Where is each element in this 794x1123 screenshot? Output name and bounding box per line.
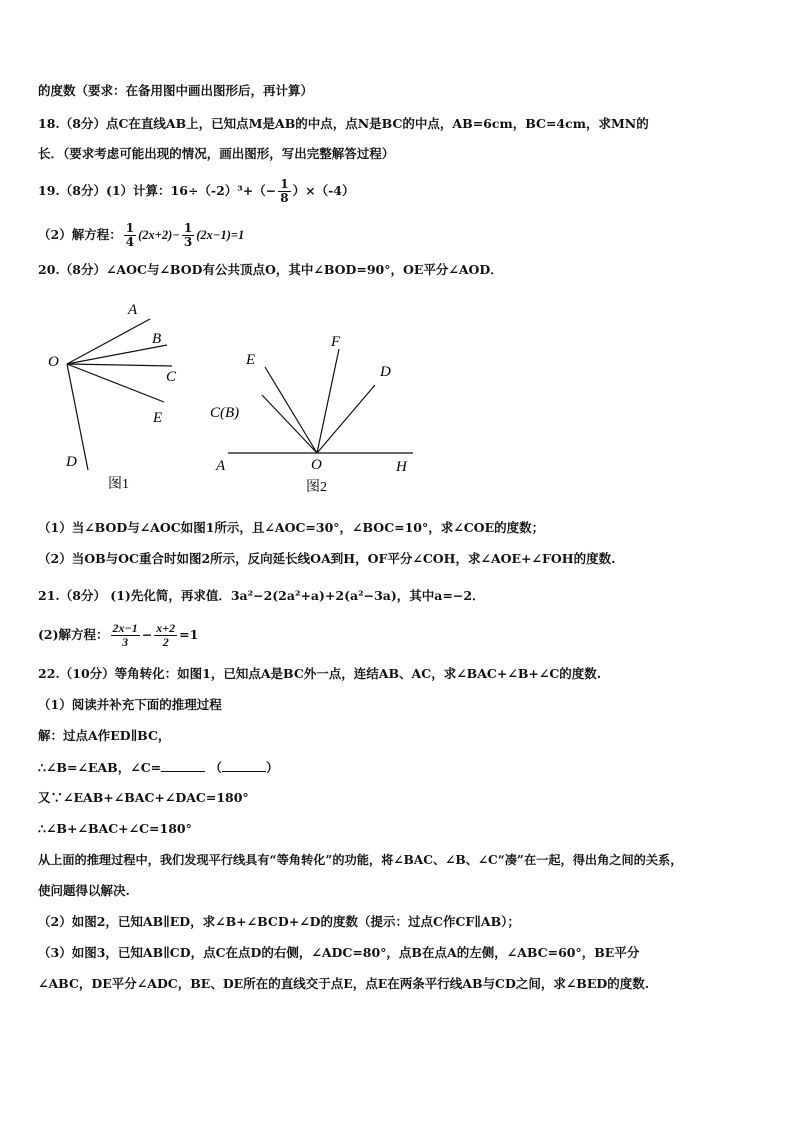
ray-oc	[67, 364, 172, 366]
question-21-part1: 21.（8分） (1)先化简，再求值．3a²−2(2a²+a)+2(a²−3a)，其中a=−2．	[38, 588, 485, 603]
question-22-paragraph2: 使问题得以解决.	[38, 883, 130, 898]
q19-1-fraction: $\frac{1}{8}$	[280, 177, 289, 205]
ray-of	[317, 349, 339, 453]
q22-step1-paren-open: （	[209, 760, 223, 775]
question-21-part2	[38, 622, 198, 649]
question-22-solution: 解：过点A作ED∥BC，	[38, 728, 171, 743]
q19-2-fraction-2: $\frac{1}{3}$	[183, 221, 193, 249]
fig2-label-e: E	[246, 352, 256, 368]
question-22-paragraph1: 从上面的推理过程中，我们发现平行线具有“等角转化”的功能，将∠BAC、∠B、∠C“凑”在一起，得出角之间的关系，	[38, 853, 683, 867]
q21-2-prefix: (2)解方程：	[38, 627, 109, 642]
fig1-label-b: B	[152, 331, 162, 347]
question-22-part1: （1）阅读并补充下面的推理过程	[38, 697, 222, 712]
question-22-part3-line1: （3）如图3，已知AB∥CD，点C在点D的右侧，∠ADC=80°，点B在点A的左侧，∠ABC=60°，BE平分	[38, 945, 640, 960]
ray-oa	[67, 319, 150, 364]
question-18-line1: 18.（8分）点C在直线AB上，已知点M是AB的中点，点N是BC的中点，AB=6cm，BC=4cm，求MN的	[38, 116, 649, 131]
question-22-step3: ∴∠B+∠BAC+∠C=180°	[38, 821, 192, 836]
q21-2-fraction-2: $\frac{x+2}{2}$	[156, 621, 176, 649]
ray-oe	[67, 364, 164, 402]
ray-ob	[67, 345, 167, 364]
q21-2-minus: −	[141, 627, 153, 642]
q22-step1-paren-close: ）	[266, 760, 279, 775]
fig2-label-o: O	[311, 457, 322, 473]
q19-1-prefix: 19.（8分）(1）计算：16÷（-2）³+（−	[38, 183, 277, 198]
fig1-label-e: E	[153, 410, 163, 426]
fig2-label-f: F	[331, 334, 341, 350]
q22-blank-1[interactable]	[161, 759, 205, 772]
question-22: 22.（10分）等角转化：如图1，已知点A是BC外一点，连结AB、AC，求∠BAC+∠B+∠C的度数.	[38, 666, 602, 681]
q22-step1-text: ∴∠B=∠EAB，∠C=	[38, 760, 162, 775]
line-q17-end: 的度数（要求：在备用图中画出图形后，再计算）	[38, 83, 314, 98]
question-20-part2: （2）当OB与OC重合时如图2所示，反向延长线OA到H，OF平分∠COH，求∠AOE+∠FOH的度数.	[38, 551, 616, 566]
ray-ocb	[262, 395, 317, 453]
question-20-figures	[30, 295, 430, 500]
fig2-caption: 图2	[306, 480, 327, 495]
question-19-part1	[38, 178, 354, 205]
question-22-step1	[38, 759, 279, 776]
ray-od2	[317, 385, 375, 453]
question-20: 20.（8分）∠AOC与∠BOD有公共顶点O，其中∠BOD=90°，OE平分∠AOD．	[38, 262, 503, 277]
q19-1-suffix: ）×（-4）	[292, 183, 355, 198]
question-18-line2: 长．（要求考虑可能出现的情况，画出图形，写出完整解答过程）	[38, 146, 395, 161]
fig2-label-a: A	[216, 458, 226, 474]
question-22-part3-line2: ∠ABC，DE平分∠ADC，BE、DE所在的直线交于点E，点E在两条平行线AB与CD之间，求∠BED的度数.	[38, 976, 650, 991]
fig1-caption: 图1	[108, 477, 129, 492]
fig1-label-d: D	[66, 454, 77, 470]
fig1-label-o: O	[48, 354, 59, 370]
q21-2-suffix: =1	[179, 627, 199, 642]
question-22-part2: （2）如图2，已知AB∥ED，求∠B+∠BCD+∠D的度数（提示：过点C作CF∥AB）；	[38, 914, 520, 929]
question-22-step2: 又∵∠EAB+∠BAC+∠DAC=180°	[38, 790, 249, 805]
q19-2-fraction-1: $\frac{1}{4}$	[125, 221, 135, 249]
figure-2	[210, 334, 413, 495]
q19-2-prefix: （2）解方程：	[38, 227, 122, 242]
question-19-part2	[38, 222, 244, 249]
q19-2-suffix: (2x−1)=1	[196, 228, 245, 242]
q22-blank-2[interactable]	[222, 759, 266, 772]
fig2-label-cb: C(B)	[210, 405, 240, 421]
question-20-part1: （1）当∠BOD与∠AOC如图1所示，且∠AOC=30°，∠BOC=10°，求∠COE的度数；	[38, 520, 545, 535]
fig1-label-a: A	[128, 302, 138, 318]
figure-1	[48, 302, 177, 492]
q19-2-mid: (2x+2)−	[138, 228, 180, 242]
fig1-label-c: C	[166, 369, 177, 385]
ray-oe2	[265, 367, 317, 453]
q21-2-fraction-1: $\frac{2x-1}{3}$	[112, 621, 138, 649]
fig2-label-h: H	[396, 459, 407, 475]
fig2-label-d: D	[380, 364, 391, 380]
